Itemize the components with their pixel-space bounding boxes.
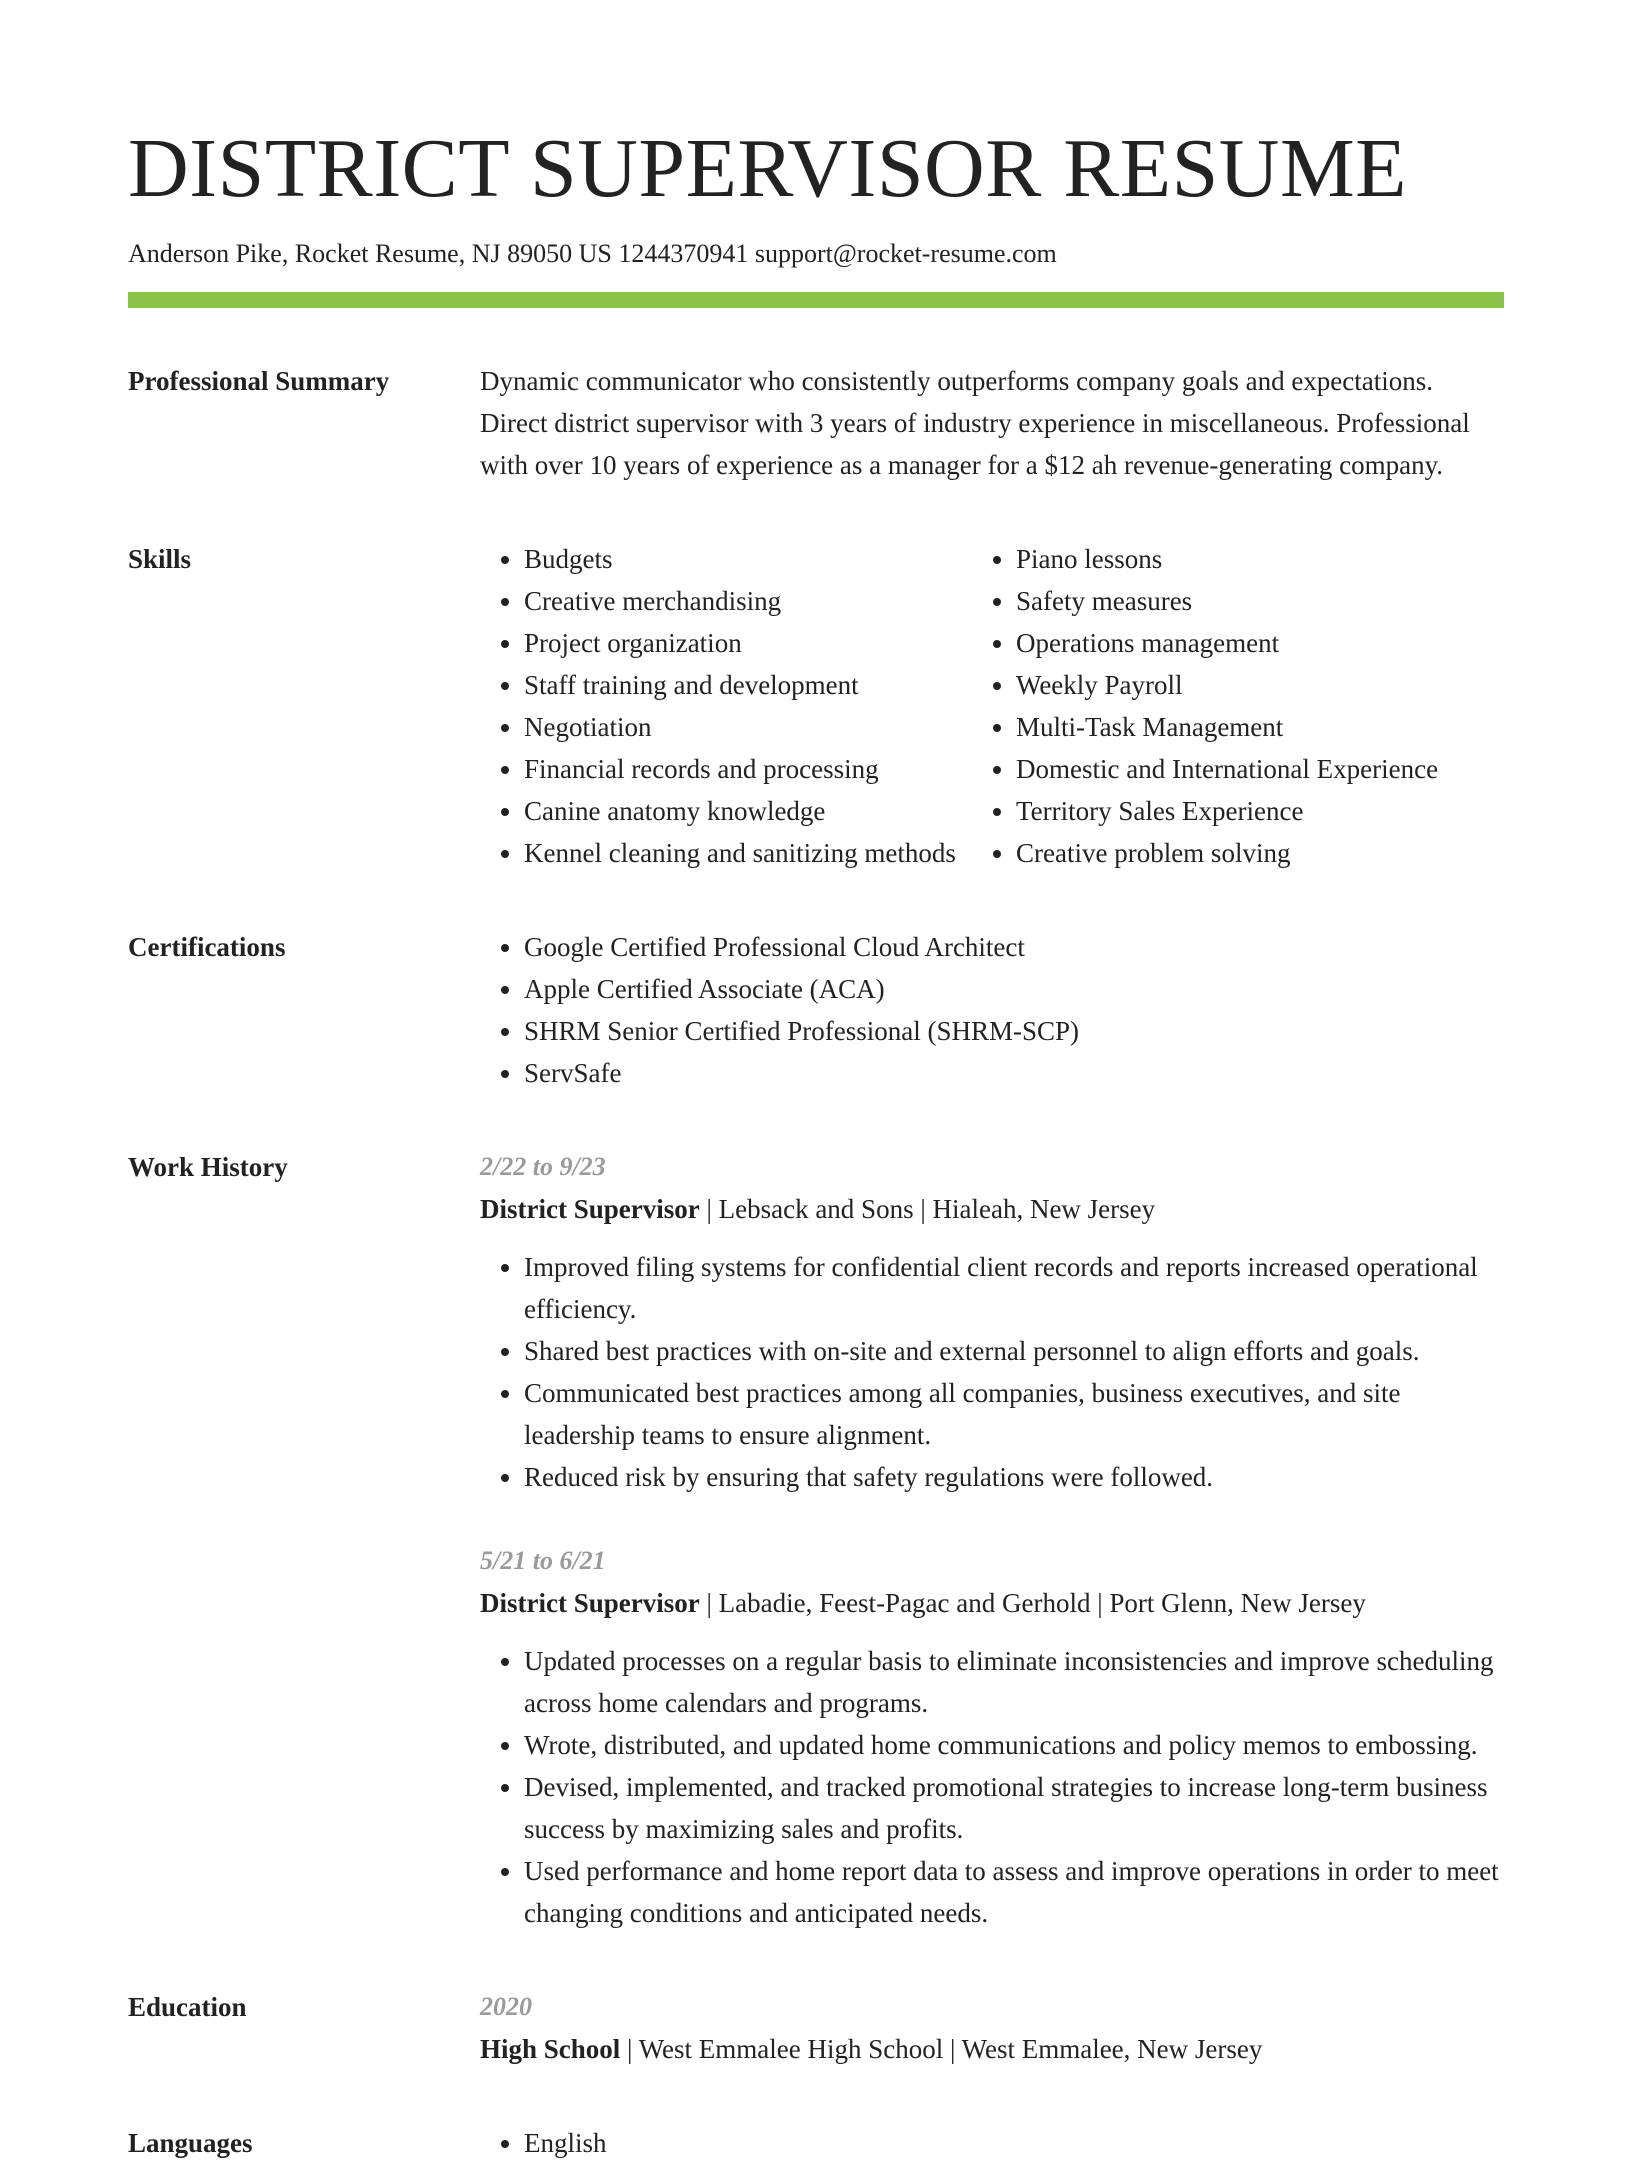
skill-item: • Territory Sales Experience: [1016, 790, 1438, 832]
job-bullet: • Devised, implemented, and tracked promotional strategies to increase long-term business success by maximizing sales and profits.: [524, 1766, 1504, 1850]
job-bullet: • Reduced risk by ensuring that safety regulations were followed.: [524, 1456, 1504, 1498]
job-bullet: • Improved filing systems for confidential client records and reports increased operational efficiency.: [524, 1246, 1504, 1330]
certifications-section: [128, 926, 1504, 1094]
contact-line: [128, 236, 1504, 272]
certifications-list: [480, 926, 1504, 1094]
job-details: | Labadie, Feest-Pagac and Gerhold | Port Glenn, New Jersey: [699, 1588, 1366, 1618]
job-dates: 5/21 to 6/21: [480, 1546, 606, 1575]
job-entry: [480, 1146, 1504, 1498]
job-bullet: • Shared best practices with on-site and external personnel to align efforts and goals.: [524, 1330, 1504, 1372]
job-bullet: • Updated processes on a regular basis to eliminate inconsistencies and improve scheduling across home calendars and programs.: [524, 1640, 1504, 1724]
skill-item: • Negotiation: [524, 706, 984, 748]
skill-item: • Canine anatomy knowledge: [524, 790, 984, 832]
job-dates: 2/22 to 9/23: [480, 1152, 606, 1181]
job-bullet: • Communicated best practices among all companies, business executives, and site leadership teams to ensure alignment.: [524, 1372, 1504, 1456]
job-details: | Lebsack and Sons | Hialeah, New Jersey: [699, 1194, 1156, 1224]
certification-item: • Google Certified Professional Cloud Architect: [524, 926, 1504, 968]
skill-item: • Piano lessons: [1016, 538, 1438, 580]
resume-title: DISTRICT SUPERVISOR RESUME: [128, 122, 1407, 215]
skills-column-left: [480, 538, 984, 874]
skill-item: • Project organization: [524, 622, 984, 664]
skill-item: • Financial records and processing: [524, 748, 984, 790]
skill-item: • Staff training and development: [524, 664, 984, 706]
skill-item: • Weekly Payroll: [1016, 664, 1438, 706]
work-history-section: [128, 1146, 1504, 1934]
section-label-certifications: Certifications: [128, 932, 286, 962]
section-label-skills: Skills: [128, 544, 192, 574]
contact-email: support@rocket-resume.com: [754, 239, 1057, 268]
summary-text: Dynamic communicator who consistently outperforms company goals and expectations. Direct district supervisor with 3 years of industry experience in miscellaneous. Professional with over 10 years of experience as a manager for a $12 ah revenue-generating company.: [480, 366, 1470, 480]
job-bullet: • Wrote, distributed, and updated home communications and policy memos to embossing.: [524, 1724, 1504, 1766]
contact-phone: 1244370941: [618, 239, 749, 268]
skills-section: [128, 538, 1504, 874]
job-role-line: [480, 1582, 1504, 1624]
job-bullets: [480, 1640, 1504, 1934]
job-bullet: • Used performance and home report data to assess and improve operations in order to meet changing conditions and anticipated needs.: [524, 1850, 1504, 1934]
certification-item: • SHRM Senior Certified Professional (SHRM-SCP): [524, 1010, 1504, 1052]
summary-section: [128, 360, 1504, 486]
languages-section: [128, 2122, 1504, 2164]
education-degree: High School: [480, 2034, 621, 2064]
skill-item: • Creative problem solving: [1016, 832, 1438, 874]
skill-item: • Creative merchandising: [524, 580, 984, 622]
job-title: District Supervisor: [480, 1588, 700, 1618]
skill-item: • Budgets: [524, 538, 984, 580]
job-role-line: [480, 1188, 1504, 1230]
education-details: | West Emmalee High School | West Emmalee, New Jersey: [620, 2034, 1263, 2064]
languages-list: [480, 2122, 1504, 2164]
job-title: District Supervisor: [480, 1194, 700, 1224]
languages-body: [480, 2122, 1504, 2164]
certification-item: • ServSafe: [524, 1052, 1504, 1094]
education-section: [128, 1986, 1504, 2070]
education-line: [480, 2028, 1504, 2070]
accent-divider: [128, 292, 1504, 308]
section-label-summary: Professional Summary: [128, 366, 390, 396]
skill-item: • Kennel cleaning and sanitizing methods: [524, 832, 984, 874]
work-history-body: [480, 1146, 1504, 1934]
job-entry: [480, 1540, 1504, 1934]
job-bullets: [480, 1246, 1504, 1498]
certification-item: • Apple Certified Associate (ACA): [524, 968, 1504, 1010]
skills-list: [480, 538, 1504, 874]
language-item: • English: [524, 2122, 1504, 2164]
section-label-work-history: Work History: [128, 1152, 288, 1182]
skill-item: • Multi-Task Management: [1016, 706, 1438, 748]
certifications-body: [480, 926, 1504, 1094]
skill-item: • Domestic and International Experience: [1016, 748, 1438, 790]
education-body: [480, 1986, 1504, 2070]
skills-column-right: [984, 538, 1438, 874]
section-label-education: Education: [128, 1992, 247, 2022]
skill-item: • Operations management: [1016, 622, 1438, 664]
skill-item: • Safety measures: [1016, 580, 1438, 622]
contact-address: Anderson Pike, Rocket Resume, NJ 89050 US: [128, 239, 612, 268]
education-year: 2020: [480, 1992, 532, 2021]
section-label-languages: Languages: [128, 2128, 253, 2158]
